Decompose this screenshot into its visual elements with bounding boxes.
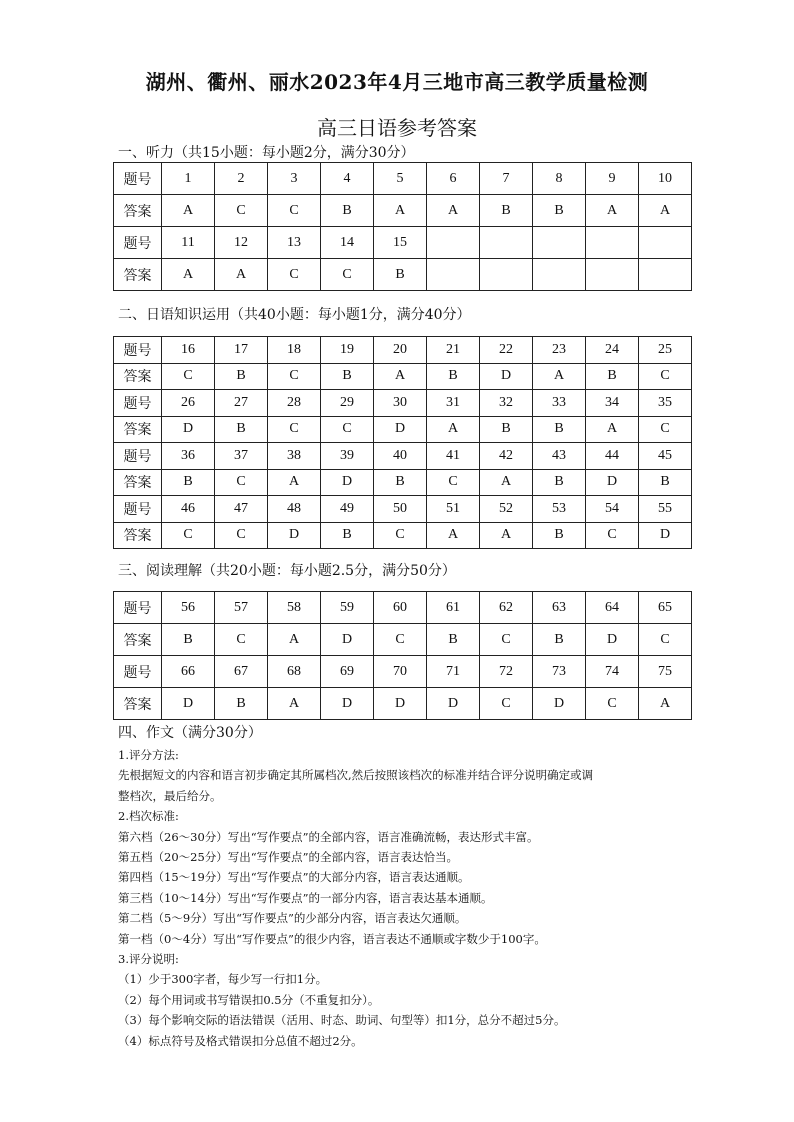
question-number-cell: 21 xyxy=(427,337,480,364)
answer-cell: C xyxy=(215,522,268,549)
question-number-cell: 25 xyxy=(639,337,692,364)
answer-cell: B xyxy=(533,195,586,227)
essay-line: 2.档次标准: xyxy=(118,809,179,824)
answer-cell: C xyxy=(268,259,321,291)
essay-line: 1.评分方法: xyxy=(118,748,179,762)
question-number-cell: 71 xyxy=(427,656,480,688)
question-number-cell xyxy=(586,227,639,259)
answer-cell: B xyxy=(586,363,639,390)
question-number-cell: 46 xyxy=(162,496,215,523)
answer-cell: D xyxy=(162,688,215,720)
question-number-cell: 10 xyxy=(639,163,692,195)
question-number-cell: 44 xyxy=(586,443,639,470)
document-title: 湖州、衢州、丽水2023年4月三地市高三教学质量检测 xyxy=(145,70,649,94)
question-number-cell: 39 xyxy=(321,443,374,470)
answer-cell: A xyxy=(480,469,533,496)
question-number-cell: 5 xyxy=(374,163,427,195)
question-number-cell: 62 xyxy=(480,592,533,624)
answer-cell: C xyxy=(639,624,692,656)
answer-row xyxy=(114,624,692,656)
question-number-cell: 38 xyxy=(268,443,321,470)
answer-cell: A xyxy=(374,363,427,390)
answer-cell: D xyxy=(374,688,427,720)
answer-row xyxy=(114,469,692,496)
row-label-number: 题号 xyxy=(114,496,162,523)
essay-line: 3.评分说明: xyxy=(118,952,179,967)
answer-row xyxy=(114,363,692,390)
answer-cell: B xyxy=(374,469,427,496)
section-listening-heading: 一、听力（共15小题：每小题2分，满分30分） xyxy=(118,145,415,161)
question-number-cell: 63 xyxy=(533,592,586,624)
answer-cell: D xyxy=(427,688,480,720)
answer-cell: C xyxy=(162,363,215,390)
row-label-number: 题号 xyxy=(114,443,162,470)
answer-cell: B xyxy=(639,469,692,496)
answer-cell: A xyxy=(162,259,215,291)
question-number-cell: 2 xyxy=(215,163,268,195)
answer-cell: B xyxy=(321,522,374,549)
answer-cell: A xyxy=(162,195,215,227)
question-number-cell: 73 xyxy=(533,656,586,688)
essay-criteria xyxy=(118,745,688,1051)
answer-cell: B xyxy=(215,416,268,443)
row-label-number: 题号 xyxy=(114,337,162,364)
section-knowledge-heading: 二、日语知识运用（共40小题：每小题1分，满分40分） xyxy=(118,307,471,323)
question-number-cell: 36 xyxy=(162,443,215,470)
answer-cell: A xyxy=(268,688,321,720)
question-number-cell: 32 xyxy=(480,390,533,417)
answer-cell: B xyxy=(162,624,215,656)
essay-line: 整档次，最后给分。 xyxy=(118,788,222,803)
row-label-answer: 答案 xyxy=(114,363,162,390)
section-essay-heading: 四、作文（满分30分） xyxy=(118,725,262,741)
essay-line: （1）少于300字者，每少写一行扣1分。 xyxy=(118,972,328,987)
answer-cell: C xyxy=(215,624,268,656)
question-number-cell: 3 xyxy=(268,163,321,195)
question-number-cell: 4 xyxy=(321,163,374,195)
question-number-cell: 18 xyxy=(268,337,321,364)
answer-cell: C xyxy=(374,624,427,656)
answer-cell: D xyxy=(586,469,639,496)
essay-line: 第四档（15～19分）写出“写作要点”的大部分内容，语言表达通顺。 xyxy=(118,870,470,885)
question-number-cell: 55 xyxy=(639,496,692,523)
answer-cell: C xyxy=(586,522,639,549)
question-number-cell: 22 xyxy=(480,337,533,364)
question-number-cell: 65 xyxy=(639,592,692,624)
question-number-cell: 45 xyxy=(639,443,692,470)
answer-cell: C xyxy=(268,416,321,443)
question-number-cell xyxy=(639,227,692,259)
question-number-cell: 23 xyxy=(533,337,586,364)
question-number-row xyxy=(114,163,692,195)
question-number-cell: 24 xyxy=(586,337,639,364)
question-number-cell: 15 xyxy=(374,227,427,259)
row-label-answer: 答案 xyxy=(114,688,162,720)
question-number-cell: 29 xyxy=(321,390,374,417)
answer-cell: C xyxy=(427,469,480,496)
question-number-row xyxy=(114,443,692,470)
question-number-cell: 50 xyxy=(374,496,427,523)
question-number-cell: 40 xyxy=(374,443,427,470)
question-number-cell: 75 xyxy=(639,656,692,688)
question-number-cell: 54 xyxy=(586,496,639,523)
answer-cell: B xyxy=(427,624,480,656)
question-number-cell: 59 xyxy=(321,592,374,624)
row-label-answer: 答案 xyxy=(114,416,162,443)
knowledge-answer-table xyxy=(113,336,692,549)
answer-cell: D xyxy=(480,363,533,390)
question-number-cell: 1 xyxy=(162,163,215,195)
answer-cell: B xyxy=(480,195,533,227)
question-number-cell: 35 xyxy=(639,390,692,417)
question-number-cell: 66 xyxy=(162,656,215,688)
question-number-cell: 57 xyxy=(215,592,268,624)
question-number-cell xyxy=(533,227,586,259)
question-number-cell: 42 xyxy=(480,443,533,470)
question-number-cell: 7 xyxy=(480,163,533,195)
answer-cell: B xyxy=(321,195,374,227)
answer-row xyxy=(114,416,692,443)
answer-cell: A xyxy=(586,416,639,443)
essay-line: （3）每个影响交际的语法错误（活用、时态、助词、句型等）扣1分，总分不超过5分。 xyxy=(118,1013,566,1028)
answer-cell: A xyxy=(427,522,480,549)
row-label-answer: 答案 xyxy=(114,259,162,291)
question-number-row xyxy=(114,227,692,259)
answer-cell: D xyxy=(321,624,374,656)
question-number-cell: 16 xyxy=(162,337,215,364)
question-number-cell xyxy=(480,227,533,259)
answer-cell: D xyxy=(533,688,586,720)
answer-cell: C xyxy=(268,195,321,227)
question-number-cell: 34 xyxy=(586,390,639,417)
answer-cell: C xyxy=(162,522,215,549)
essay-line: （2）每个用词或书写错误扣0.5分（不重复扣分）。 xyxy=(118,992,380,1007)
row-label-number: 题号 xyxy=(114,163,162,195)
row-label-answer: 答案 xyxy=(114,195,162,227)
answer-cell: C xyxy=(215,195,268,227)
question-number-cell: 37 xyxy=(215,443,268,470)
answer-cell: A xyxy=(268,624,321,656)
question-number-cell: 58 xyxy=(268,592,321,624)
question-number-cell: 9 xyxy=(586,163,639,195)
question-number-cell: 51 xyxy=(427,496,480,523)
answer-cell: B xyxy=(162,469,215,496)
answer-cell: A xyxy=(427,195,480,227)
essay-line: 第三档（10～14分）写出“写作要点”的一部分内容，语言表达基本通顺。 xyxy=(118,890,493,905)
answer-cell: B xyxy=(480,416,533,443)
row-label-number: 题号 xyxy=(114,656,162,688)
row-label-number: 题号 xyxy=(114,390,162,417)
question-number-cell: 31 xyxy=(427,390,480,417)
answer-cell: C xyxy=(480,624,533,656)
question-number-cell: 69 xyxy=(321,656,374,688)
essay-line: 第一档（0～4分）写出“写作要点”的很少内容，语言表达不通顺或字数少于100字。 xyxy=(118,931,546,946)
essay-line: 先根据短文的内容和语言初步确定其所属档次,然后按照该档次的标准并结合评分说明确定或调 xyxy=(118,768,594,783)
listening-answer-table xyxy=(113,162,692,291)
question-number-cell: 53 xyxy=(533,496,586,523)
answer-cell: B xyxy=(215,688,268,720)
question-number-row xyxy=(114,390,692,417)
essay-line: 第六档（26～30分）写出“写作要点”的全部内容，语言准确流畅，表达形式丰富。 xyxy=(118,829,539,844)
question-number-cell: 41 xyxy=(427,443,480,470)
question-number-cell: 19 xyxy=(321,337,374,364)
document-subtitle: 高三日语参考答案 xyxy=(317,116,477,140)
question-number-cell: 17 xyxy=(215,337,268,364)
question-number-row xyxy=(114,496,692,523)
question-number-cell: 27 xyxy=(215,390,268,417)
answer-cell: B xyxy=(533,416,586,443)
answer-cell: B xyxy=(533,522,586,549)
answer-row xyxy=(114,522,692,549)
question-number-cell: 33 xyxy=(533,390,586,417)
question-number-cell: 48 xyxy=(268,496,321,523)
answer-cell xyxy=(427,259,480,291)
answer-cell: C xyxy=(321,259,374,291)
question-number-cell: 47 xyxy=(215,496,268,523)
answer-cell: A xyxy=(533,363,586,390)
answer-cell: C xyxy=(639,363,692,390)
answer-cell: D xyxy=(268,522,321,549)
question-number-cell: 60 xyxy=(374,592,427,624)
question-number-cell: 67 xyxy=(215,656,268,688)
answer-cell: B xyxy=(427,363,480,390)
question-number-cell: 64 xyxy=(586,592,639,624)
answer-cell: D xyxy=(321,688,374,720)
question-number-row xyxy=(114,592,692,624)
question-number-cell: 49 xyxy=(321,496,374,523)
essay-line: 第二档（5～9分）写出“写作要点”的少部分内容，语言表达欠通顺。 xyxy=(118,911,467,926)
answer-cell: A xyxy=(427,416,480,443)
answer-cell: B xyxy=(374,259,427,291)
answer-cell: D xyxy=(639,522,692,549)
question-number-cell: 68 xyxy=(268,656,321,688)
answer-cell: C xyxy=(321,416,374,443)
question-number-cell: 20 xyxy=(374,337,427,364)
answer-cell: B xyxy=(533,624,586,656)
answer-cell: D xyxy=(586,624,639,656)
question-number-cell: 30 xyxy=(374,390,427,417)
answer-cell: D xyxy=(162,416,215,443)
answer-cell: A xyxy=(639,195,692,227)
question-number-cell: 70 xyxy=(374,656,427,688)
row-label-answer: 答案 xyxy=(114,469,162,496)
answer-cell: B xyxy=(321,363,374,390)
answer-cell: C xyxy=(480,688,533,720)
question-number-cell xyxy=(427,227,480,259)
answer-cell: B xyxy=(215,363,268,390)
answer-cell xyxy=(586,259,639,291)
answer-cell: C xyxy=(639,416,692,443)
question-number-cell: 6 xyxy=(427,163,480,195)
answer-cell xyxy=(533,259,586,291)
answer-cell xyxy=(639,259,692,291)
essay-line: （4）标点符号及格式错误扣分总值不超过2分。 xyxy=(118,1033,363,1048)
row-label-answer: 答案 xyxy=(114,522,162,549)
answer-row xyxy=(114,259,692,291)
row-label-answer: 答案 xyxy=(114,624,162,656)
answer-cell: A xyxy=(374,195,427,227)
answer-cell: C xyxy=(215,469,268,496)
answer-cell: D xyxy=(374,416,427,443)
answer-row xyxy=(114,688,692,720)
question-number-cell: 11 xyxy=(162,227,215,259)
section-reading-heading: 三、阅读理解（共20小题：每小题2.5分，满分50分） xyxy=(118,563,456,579)
answer-row xyxy=(114,195,692,227)
answer-cell: D xyxy=(321,469,374,496)
question-number-cell: 14 xyxy=(321,227,374,259)
answer-cell: B xyxy=(533,469,586,496)
row-label-number: 题号 xyxy=(114,227,162,259)
question-number-cell: 43 xyxy=(533,443,586,470)
answer-cell: A xyxy=(268,469,321,496)
question-number-cell: 8 xyxy=(533,163,586,195)
answer-cell xyxy=(480,259,533,291)
answer-cell: A xyxy=(480,522,533,549)
answer-cell: C xyxy=(268,363,321,390)
answer-cell: A xyxy=(586,195,639,227)
question-number-cell: 74 xyxy=(586,656,639,688)
question-number-cell: 52 xyxy=(480,496,533,523)
question-number-row xyxy=(114,656,692,688)
question-number-cell: 26 xyxy=(162,390,215,417)
question-number-cell: 28 xyxy=(268,390,321,417)
answer-cell: C xyxy=(586,688,639,720)
question-number-cell: 56 xyxy=(162,592,215,624)
answer-cell: C xyxy=(374,522,427,549)
question-number-cell: 13 xyxy=(268,227,321,259)
row-label-number: 题号 xyxy=(114,592,162,624)
answer-cell: A xyxy=(215,259,268,291)
question-number-cell: 12 xyxy=(215,227,268,259)
reading-answer-table xyxy=(113,591,692,720)
answer-cell: A xyxy=(639,688,692,720)
question-number-row xyxy=(114,337,692,364)
question-number-cell: 61 xyxy=(427,592,480,624)
question-number-cell: 72 xyxy=(480,656,533,688)
essay-line: 第五档（20～25分）写出“写作要点”的全部内容，语言表达恰当。 xyxy=(118,850,459,865)
